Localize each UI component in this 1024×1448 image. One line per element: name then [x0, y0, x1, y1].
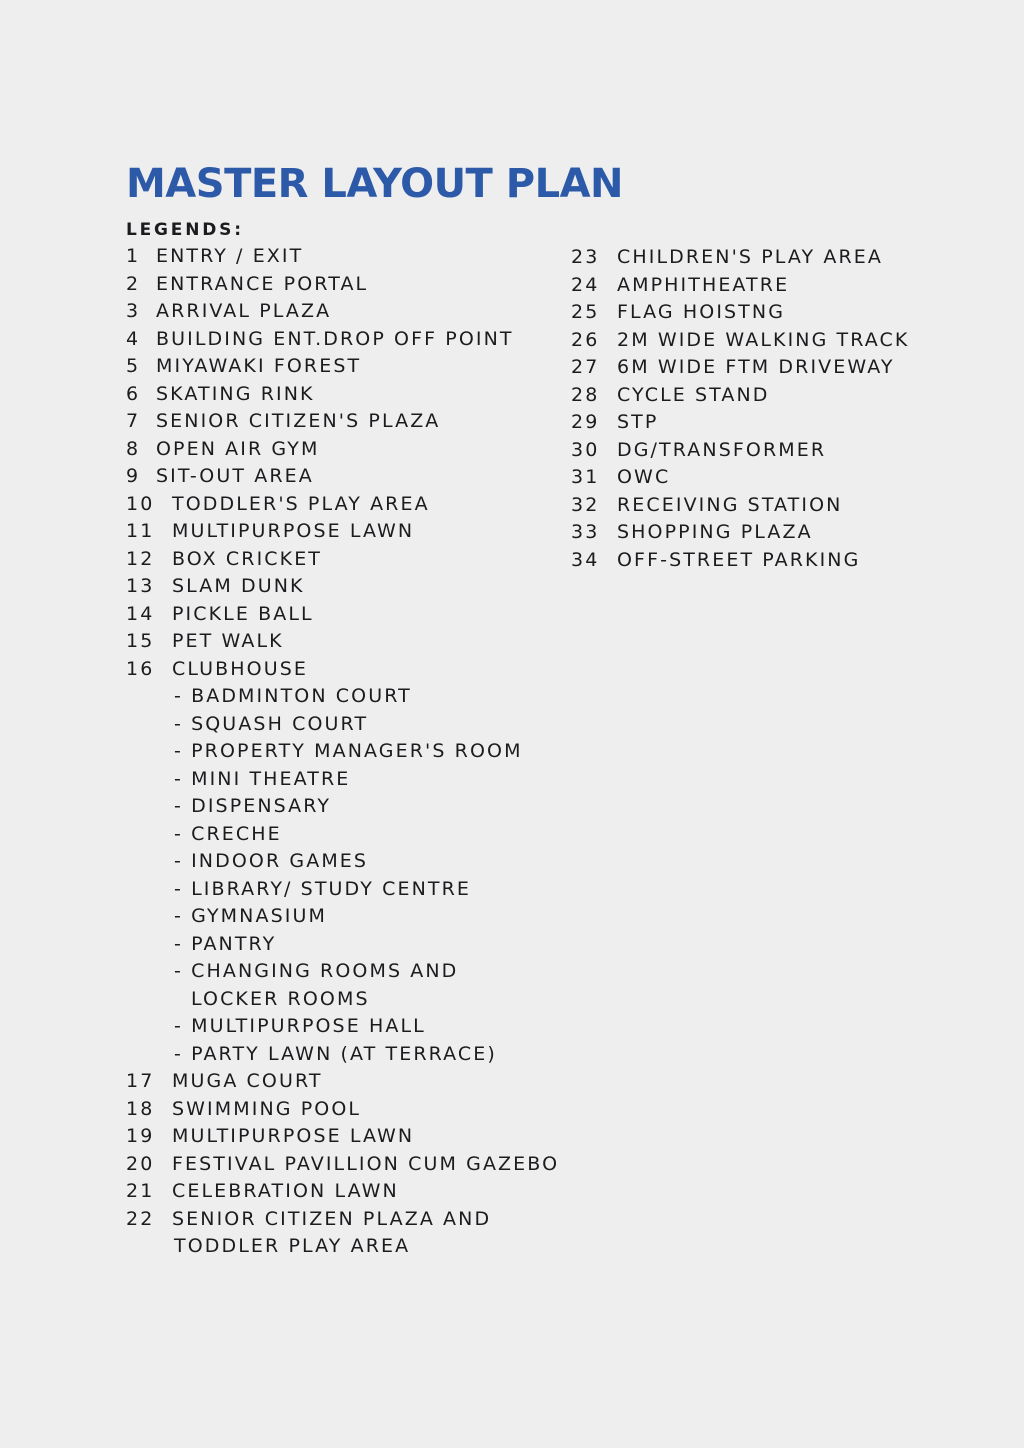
legend-label: MIYAWAKI FOREST: [156, 355, 362, 377]
legend-item: [126, 491, 559, 519]
legend-label: OPEN AIR GYM: [156, 437, 320, 460]
legend-item: [126, 628, 559, 656]
legend-item: [126, 353, 559, 381]
legend-label: CHILDREN'S PLAY AREA: [617, 246, 883, 268]
legend-label: STP: [617, 411, 659, 433]
legend-item: [126, 546, 559, 574]
legend-label: CLUBHOUSE: [172, 657, 308, 680]
legend-number: 22: [126, 1207, 155, 1230]
legend-item: [126, 1068, 559, 1096]
legend-label: TODDLER'S PLAY AREA: [172, 492, 430, 515]
legend-label: BOX CRICKET: [172, 547, 323, 570]
legend-item: [126, 326, 559, 354]
legend-list-left: [126, 243, 559, 1261]
legend-item-continuation: LOCKER ROOMS: [191, 987, 370, 1010]
legend-label: MUGA COURT: [172, 1070, 323, 1092]
legend-number: 5: [126, 355, 141, 377]
legend-label: ARRIVAL PLAZA: [156, 300, 332, 322]
legend-item: [126, 1178, 559, 1206]
legend-number: 29: [571, 411, 600, 433]
legend-label: SKATING RINK: [156, 382, 315, 405]
legend-label: FESTIVAL PAVILLION CUM GAZEBO: [172, 1152, 560, 1175]
page-title: MASTER LAYOUT PLAN: [126, 160, 623, 207]
legend-number: 17: [126, 1070, 155, 1092]
legend-sub-item: - MULTIPURPOSE HALL: [174, 1015, 426, 1037]
legend-label: SWIMMING POOL: [172, 1097, 362, 1120]
legend-label: BUILDING ENT.DROP OFF POINT: [156, 327, 514, 350]
legend-number: 27: [571, 356, 600, 378]
legend-label: OWC: [617, 466, 671, 488]
legend-item: [126, 298, 559, 326]
legend-sub-item: - MINI THEATRE: [174, 767, 351, 790]
legend-item: [126, 436, 559, 464]
legend-item: [571, 354, 909, 382]
legend-number: 26: [571, 328, 600, 351]
legend-item: [126, 1096, 559, 1124]
legend-sub-item: - INDOOR GAMES: [174, 850, 369, 872]
legend-number: 6: [126, 382, 141, 405]
legend-sub-item: - GYMNASIUM: [174, 905, 327, 927]
legend-item: [571, 547, 909, 575]
legend-number: 19: [126, 1125, 155, 1147]
legend-sub-item: - CHANGING ROOMS AND: [174, 960, 459, 982]
legend-sub-item: - PANTRY: [174, 932, 277, 955]
legend-number: 1: [126, 245, 141, 267]
legend-item-continuation: TODDLER PLAY AREA: [174, 1235, 411, 1257]
legend-label: ENTRANCE PORTAL: [156, 272, 369, 295]
legend-item: [126, 381, 559, 409]
legend-item: [126, 243, 559, 271]
legend-number: 4: [126, 327, 141, 350]
legend-number: 33: [571, 521, 600, 543]
legend-label: DG/TRANSFORMER: [617, 438, 827, 461]
legend-sub-item: - BADMINTON COURT: [174, 685, 412, 707]
legend-item: [126, 656, 559, 684]
legend-number: 3: [126, 300, 141, 322]
legend-number: 15: [126, 630, 155, 652]
legend-label: CELEBRATION LAWN: [172, 1180, 399, 1202]
legend-label: OFF-STREET PARKING: [617, 548, 861, 571]
legend-label: SENIOR CITIZEN'S PLAZA: [156, 410, 441, 432]
legend-sub-item: - DISPENSARY: [174, 795, 332, 817]
legend-number: 31: [571, 466, 600, 488]
legend-label: PICKLE BALL: [172, 602, 314, 625]
legend-item: [571, 492, 909, 520]
legend-number: 8: [126, 437, 141, 460]
legend-item: [571, 382, 909, 410]
legend-label: 2M WIDE WALKING TRACK: [617, 328, 910, 351]
legend-item: [126, 573, 559, 601]
legend-item: [571, 244, 909, 272]
legends-heading: LEGENDS:: [126, 220, 244, 240]
legend-item: [571, 437, 909, 465]
legend-label: SHOPPING PLAZA: [617, 521, 813, 543]
legend-item: [126, 518, 559, 546]
legend-item: [126, 601, 559, 629]
legend-number: 11: [126, 520, 155, 542]
legend-number: 28: [571, 383, 600, 406]
legend-number: 25: [571, 301, 600, 323]
legend-item: [126, 1123, 559, 1151]
legend-label: AMPHITHEATRE: [617, 273, 790, 296]
legend-sub-item: - PARTY LAWN (AT TERRACE): [174, 1042, 497, 1065]
legend-item: [571, 327, 909, 355]
legend-item: [571, 299, 909, 327]
legend-number: 30: [571, 438, 600, 461]
legend-item: [571, 409, 909, 437]
legend-number: 16: [126, 657, 155, 680]
legend-number: 18: [126, 1097, 155, 1120]
legend-label: SIT-OUT AREA: [156, 465, 314, 487]
legend-number: 12: [126, 547, 155, 570]
legend-item: [126, 408, 559, 436]
legend-label: PET WALK: [172, 630, 284, 652]
legend-sub-item: - PROPERTY MANAGER'S ROOM: [174, 740, 523, 762]
legend-item: [126, 463, 559, 491]
legend-label: CYCLE STAND: [617, 383, 770, 406]
legend-label: SLAM DUNK: [172, 575, 305, 597]
legend-sub-item: - SQUASH COURT: [174, 712, 369, 735]
legend-number: 21: [126, 1180, 155, 1202]
legend-number: 32: [571, 493, 600, 516]
legend-label: SENIOR CITIZEN PLAZA AND: [172, 1207, 492, 1230]
legend-number: 24: [571, 273, 600, 296]
legend-item: [571, 464, 909, 492]
legend-label: 6M WIDE FTM DRIVEWAY: [617, 356, 895, 378]
legend-item: [126, 271, 559, 299]
legend-label: MULTIPURPOSE LAWN: [172, 520, 415, 542]
legend-item: [126, 1151, 559, 1179]
legend-number: 7: [126, 410, 141, 432]
legend-item: [571, 272, 909, 300]
legend-number: 13: [126, 575, 155, 597]
legend-label: FLAG HOISTNG: [617, 301, 786, 323]
legend-number: 23: [571, 246, 600, 268]
legend-number: 10: [126, 492, 155, 515]
legend-number: 20: [126, 1152, 155, 1175]
legend-sub-item: - CRECHE: [174, 822, 282, 845]
legend-label: MULTIPURPOSE LAWN: [172, 1125, 415, 1147]
legend-label: ENTRY / EXIT: [156, 245, 304, 267]
legend-item: [126, 1206, 559, 1234]
legend-number: 2: [126, 272, 141, 295]
legend-number: 9: [126, 465, 141, 487]
legend-number: 34: [571, 548, 600, 571]
legend-label: RECEIVING STATION: [617, 493, 843, 516]
legend-number: 14: [126, 602, 155, 625]
legend-list-right: [571, 244, 909, 574]
legend-item: [571, 519, 909, 547]
legend-sub-item: - LIBRARY/ STUDY CENTRE: [174, 877, 471, 900]
